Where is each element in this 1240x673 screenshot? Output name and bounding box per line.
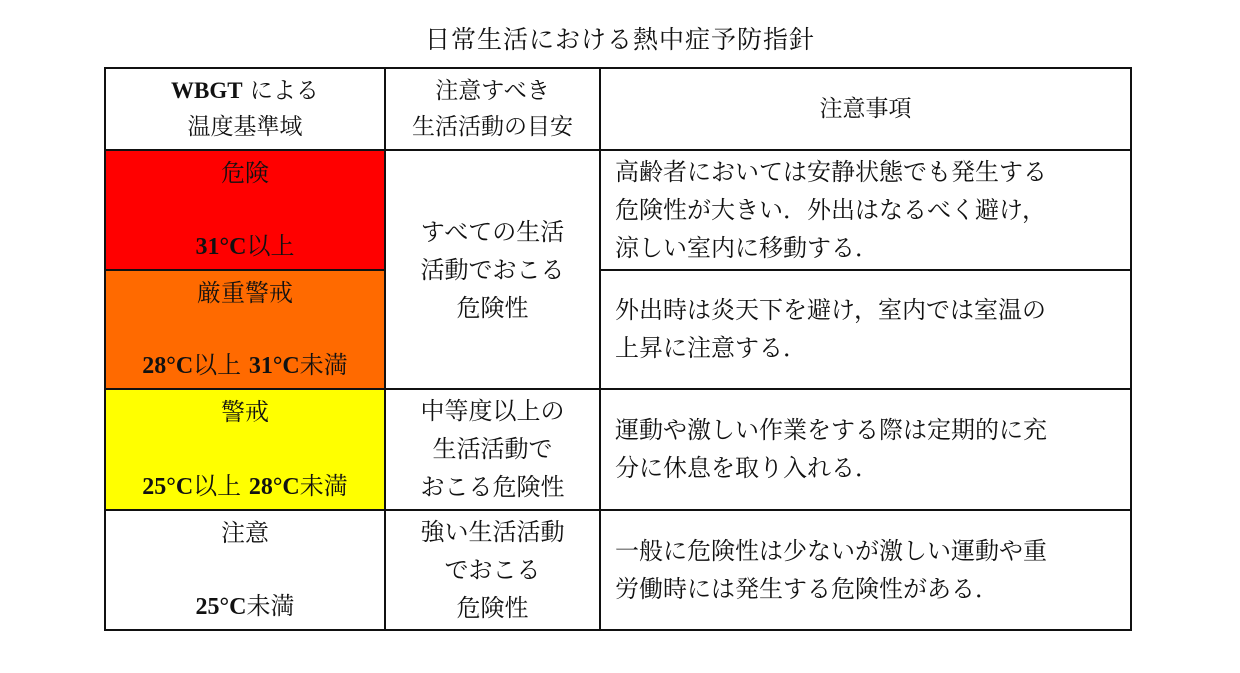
activity-cell-all: すべての生活 活動でおこる 危険性 bbox=[385, 150, 600, 389]
level-name: 注意 bbox=[221, 518, 269, 547]
level-cell-danger bbox=[105, 150, 385, 269]
level-name: 厳重警戒 bbox=[197, 278, 293, 307]
note-cell: 高齢者においては安静状態でも発生する 危険性が大きい．外出はなるべく避け， 涼しい室内に移動する． bbox=[600, 150, 1131, 269]
table-row bbox=[105, 150, 1131, 269]
level-range: 25°C以上 28°C未満 bbox=[142, 471, 348, 500]
level-range: 28°C以上 31°C未満 bbox=[142, 351, 348, 380]
level-cell-caution bbox=[105, 510, 385, 630]
note-cell: 外出時は炎天下を避け，室内では室温の 上昇に注意する． bbox=[600, 270, 1131, 389]
level-name: 危険 bbox=[221, 159, 269, 188]
level-cell-warning bbox=[105, 389, 385, 509]
heatstroke-guideline-table bbox=[104, 67, 1132, 631]
level-cell-severe-warning bbox=[105, 270, 385, 389]
table-row bbox=[105, 510, 1131, 630]
activity-cell-moderate: 中等度以上の 生活活動で おこる危険性 bbox=[385, 389, 600, 509]
table-row bbox=[105, 270, 1131, 389]
table-row bbox=[105, 389, 1131, 509]
level-range: 25°C未満 bbox=[195, 592, 295, 620]
header-wbgt-prefix: WBGT bbox=[171, 78, 243, 104]
note-cell: 一般に危険性は少ないが激しい運動や重 労働時には発生する危険性がある． bbox=[600, 510, 1131, 630]
header-wbgt-suffix: による bbox=[242, 78, 319, 105]
table-header-row bbox=[105, 68, 1131, 150]
level-range: 31°C以上 bbox=[195, 231, 295, 260]
header-notes: 注意事項 bbox=[600, 68, 1131, 150]
page-title: 日常生活における熱中症予防指針 bbox=[424, 25, 815, 54]
header-activity: 注意すべき 生活活動の目安 bbox=[385, 68, 600, 150]
level-name: 警戒 bbox=[221, 398, 269, 427]
note-cell: 運動や激しい作業をする際は定期的に充 分に休息を取り入れる． bbox=[600, 389, 1131, 509]
activity-cell-strong: 強い生活活動 でおこる 危険性 bbox=[385, 510, 600, 630]
header-wbgt bbox=[105, 68, 385, 150]
header-wbgt-line2: 温度基準域 bbox=[187, 114, 303, 141]
